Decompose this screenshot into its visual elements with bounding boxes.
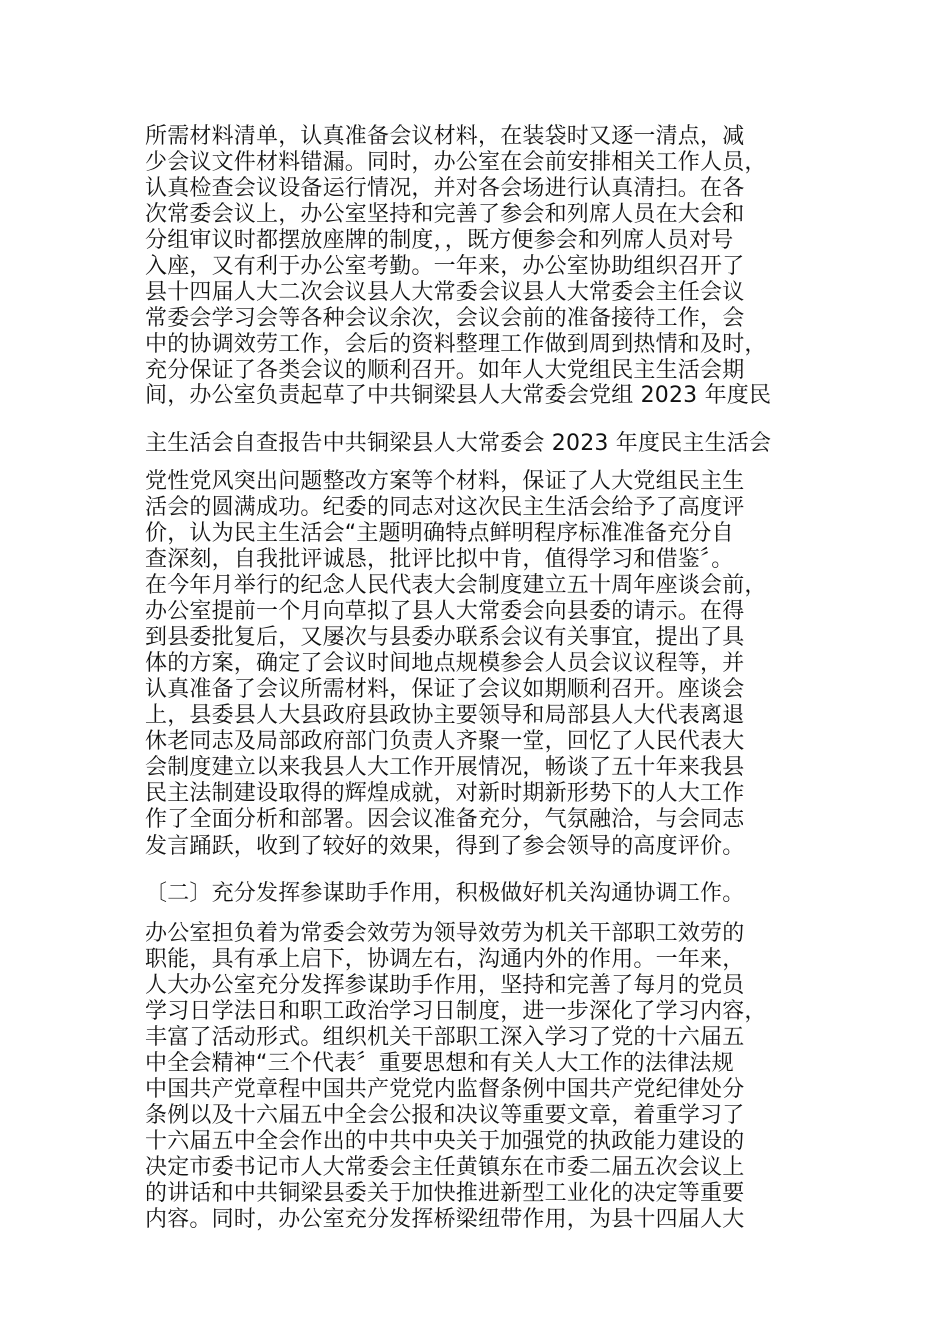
- text-line: 休老同志及局部政府部门负责人齐聚一堂，回忆了人民代表大: [145, 729, 745, 754]
- text-line: 充分保证了各类会议的顺利召开。如年人大党组民主生活会期: [145, 358, 745, 383]
- text-line: 次常委会议上，办公室坚持和完善了参会和列席人员在大会和: [145, 202, 745, 227]
- text-line: 认真准备了会议所需材料，保证了会议如期顺利召开。座谈会: [145, 677, 745, 702]
- paragraph-meeting-preparation: [145, 124, 810, 384]
- paragraph-coordination-work: [145, 921, 810, 1233]
- text-line: 所需材料清单，认真准备会议材料，在装袋时又逐一清点，减: [145, 124, 745, 149]
- text-line: 常委会学习会等各种会议余次，会议会前的准备接待工作，会: [145, 306, 745, 331]
- text-line: 分组审议时都摆放座牌的制度，，既方便参会和列席人员对号: [145, 228, 734, 253]
- text-line: 在今年月举行的纪念人民代表大会制度建立五十周年座谈会前，: [145, 573, 767, 598]
- text-line: 中全会精神“三个代表〞重要思想和有关人大工作的法律法规: [145, 1051, 734, 1076]
- text-line: 人大办公室充分发挥参谋助手作用，坚持和完善了每月的党员: [145, 973, 745, 998]
- text-line: 活会的圆满成功。纪委的同志对这次民主生活会给予了高度评: [145, 495, 745, 520]
- text-line: 查深刻，自我批评诚恳，批评比拟中肯，值得学习和借鉴〞。: [145, 547, 734, 572]
- text-line: 到县委批复后，又屡次与县委办联系会议有关事宜，提出了具: [145, 625, 745, 650]
- text-line: 职能，具有承上启下，协调左右，沟通内外的作用。一年来，: [145, 947, 745, 972]
- text-line-conclusion: 发言踊跃，收到了较好的效果，得到了参会领导的高度评价。: [145, 834, 745, 859]
- text-line: 决定市委书记市人大常委会主任黄镇东在市委二届五次会议上: [145, 1155, 745, 1180]
- text-line: 作了全面分析和部署。因会议准备充分，气氛融洽，与会同志: [145, 807, 745, 832]
- text-line: 认真检查会议设备运行情况，并对各会场进行认真清扫。在各: [145, 176, 745, 201]
- text-line-democratic-life-meeting: 主生活会自查报告中共铜梁县人大常委会 2023 年度民主生活会: [145, 431, 772, 456]
- text-line: 县十四届人大二次会议县人大常委会议县人大常委会主任会议: [145, 280, 745, 305]
- text-line: 办公室担负着为常委会效劳为领导效劳为机关干部职工效劳的: [145, 921, 745, 946]
- text-line: 入座，又有利于办公室考勤。一年来，办公室协助组织召开了: [145, 254, 745, 279]
- text-line: 十六届五中全会作出的中共中央关于加强党的执政能力建设的: [145, 1129, 745, 1154]
- text-line: 条例以及十六届五中全会公报和决议等重要文章，着重学习了: [145, 1103, 745, 1128]
- text-line: 办公室提前一个月向草拟了县人大常委会向县委的请示。在得: [145, 599, 745, 624]
- text-line: 丰富了活动形式。组织机关干部职工深入学习了党的十六届五: [145, 1025, 745, 1050]
- text-line: 上，县委县人大县政府县政协主要领导和局部县人大代表离退: [145, 703, 745, 728]
- text-line-self-check-report: 间，办公室负责起草了中共铜梁县人大常委会党组 2023 年度民: [145, 383, 772, 408]
- text-line: 体的方案，确定了会议时间地点规模参会人员会议议程等，并: [145, 651, 745, 676]
- text-line: 学习日学法日和职工政治学习日制度，进一步深化了学习内容，: [145, 999, 767, 1024]
- text-line: 中国共产党章程中国共产党党内监督条例中国共产党纪律处分: [145, 1077, 745, 1102]
- text-line: 内容。同时，办公室充分发挥桥梁纽带作用，为县十四届人大: [145, 1207, 745, 1232]
- text-line: 的讲话和中共铜梁县委关于加快推进新型工业化的决定等重要: [145, 1181, 745, 1206]
- section-heading-2: 〔二〕充分发挥参谋助手作用，积极做好机关沟通协调工作。: [145, 881, 745, 906]
- paragraph-rectification-plan: [145, 469, 810, 833]
- text-line: 民主法制建设取得的辉煌成就，对新时期新形势下的人大工作: [145, 781, 745, 806]
- text-line: 中的协调效劳工作，会后的资料整理工作做到周到热情和及时，: [145, 332, 767, 357]
- text-line: 会制度建立以来我县人大工作开展情况，畅谈了五十年来我县: [145, 755, 745, 780]
- text-line: 少会议文件材料错漏。同时，办公室在会前安排相关工作人员，: [145, 150, 767, 175]
- text-line: 价，认为民主生活会“主题明确特点鲜明程序标准准备充分自: [145, 521, 734, 546]
- text-line: 党性党风突出问题整改方案等个材料，保证了人大党组民主生: [145, 469, 745, 494]
